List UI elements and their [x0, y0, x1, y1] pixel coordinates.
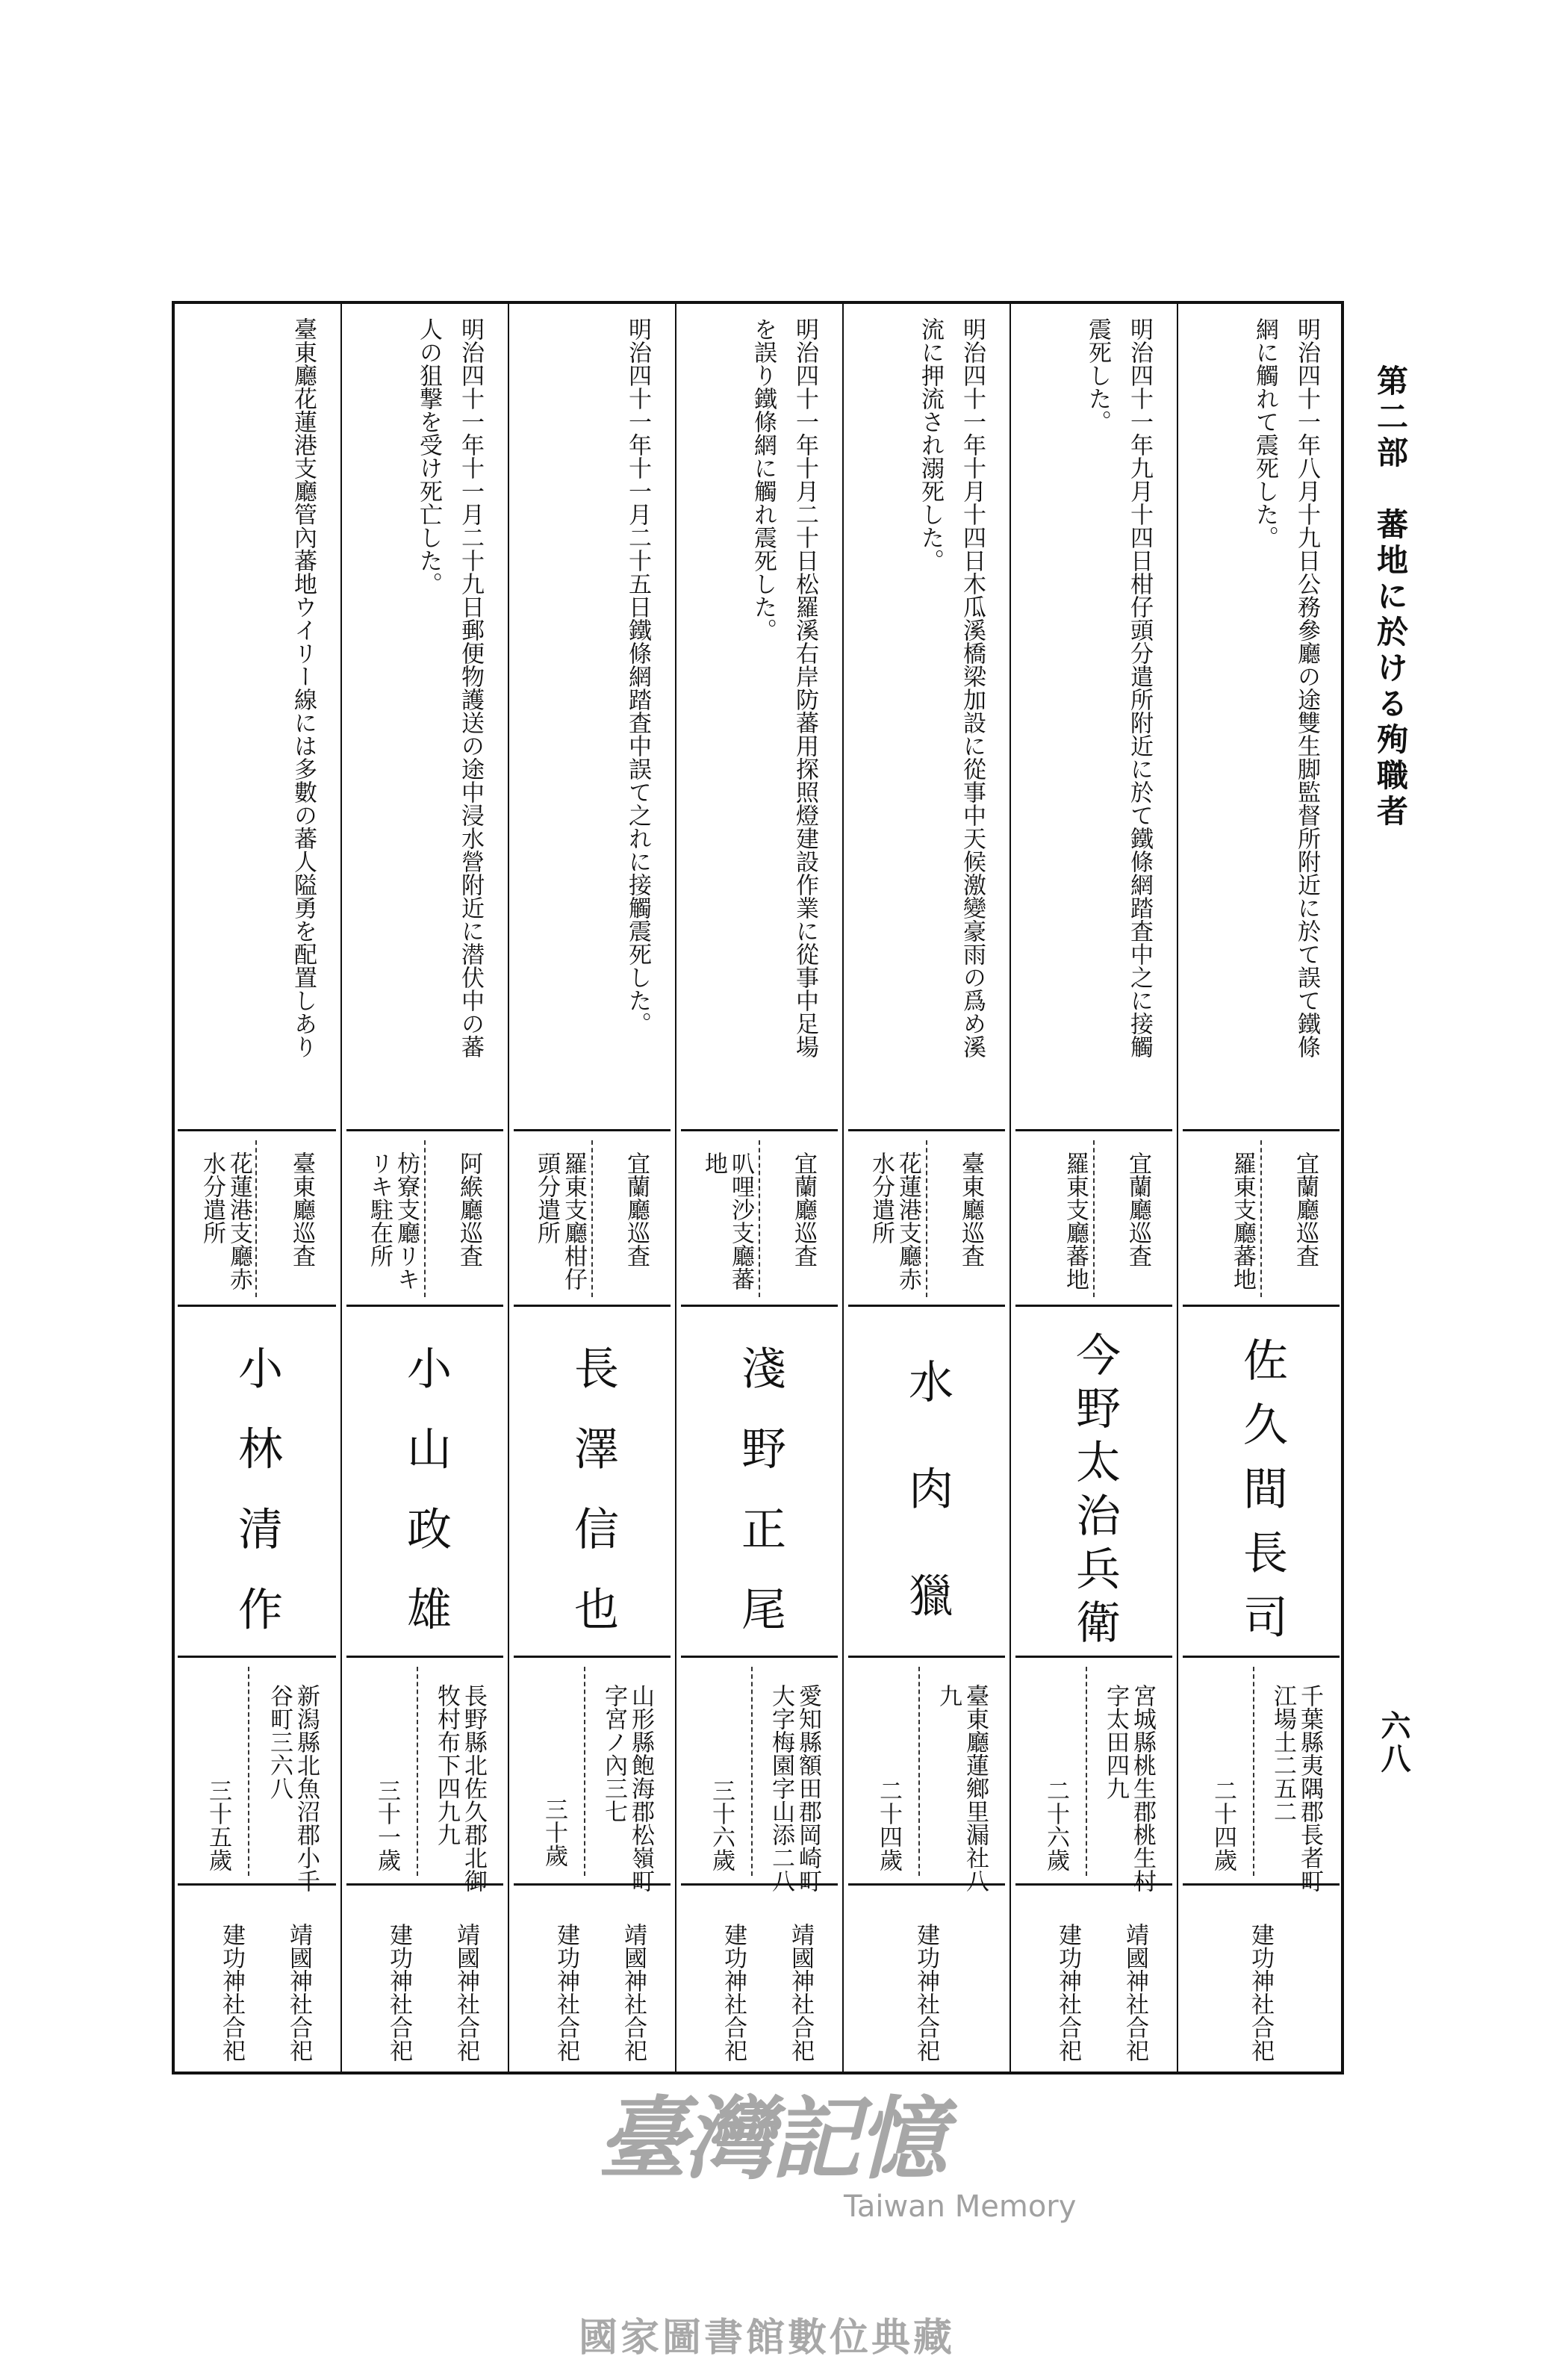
casualty-name: 今野太治兵衛 — [1068, 1331, 1121, 1653]
description-line: 明治四十一年十月二十日松羅溪右岸防蕃用探照燈建設作業に從事中足場 — [791, 317, 818, 1058]
address-line: 谷町三六八 — [266, 1684, 293, 1800]
rank: 宜蘭廳巡査 — [790, 1152, 817, 1267]
age: 二十四歲 — [875, 1779, 902, 1871]
casualty-table — [172, 301, 1344, 2074]
enshrinement: 靖國神社合祀 — [620, 1923, 647, 2062]
dashed-divider — [248, 1667, 249, 1876]
table-column — [1177, 304, 1344, 2072]
watermark-logo: 臺灣記憶 — [597, 2086, 944, 2192]
row-divider — [178, 1305, 336, 1307]
age: 三十一歲 — [373, 1779, 400, 1871]
home-address — [600, 1684, 654, 1892]
row-divider — [681, 1305, 838, 1307]
dashed-divider — [1093, 1140, 1095, 1297]
address-line: 字宮ノ內三七 — [600, 1684, 627, 1823]
row-divider — [1015, 1305, 1172, 1307]
incident-description — [742, 317, 826, 1131]
description-line: 明治四十一年九月十四日柑仔頭分遣所附近に於て鐵條網踏査中之に接觸 — [1126, 317, 1153, 1058]
enshrinement: 建功神社合祀 — [553, 1923, 579, 2062]
enshrinement: 靖國神社合祀 — [452, 1923, 479, 2062]
posting-location — [1229, 1152, 1256, 1290]
dashed-divider — [1253, 1667, 1254, 1876]
description-line: 明治四十一年十月十四日木瓜溪橋梁加設に從事中天候激變豪雨の爲め溪 — [959, 317, 986, 1058]
description-line: 網に觸れて震死した。 — [1251, 317, 1278, 549]
enshrinement: 靖國神社合祀 — [1121, 1923, 1148, 2062]
location-line: 水分遣所 — [868, 1152, 895, 1244]
table-column — [675, 304, 842, 2072]
address-line: 千葉縣夷隅郡長者町 — [1296, 1684, 1323, 1892]
rank: 宜蘭廳巡査 — [623, 1152, 650, 1267]
row-divider — [346, 1305, 503, 1307]
enshrinement: 建功神社合祀 — [218, 1923, 245, 2062]
table-column — [508, 304, 675, 2072]
dashed-divider — [417, 1667, 418, 1876]
age: 二十四歲 — [1210, 1779, 1236, 1871]
casualty-name: 水肉獵 — [901, 1358, 953, 1679]
location-line: リキ駐在所 — [366, 1152, 393, 1267]
table-column — [173, 304, 340, 2072]
location-line: 水分遣所 — [199, 1152, 225, 1244]
posting-location — [868, 1152, 921, 1290]
table-column — [340, 304, 508, 2072]
address-line: 字太田四九 — [1102, 1684, 1129, 1800]
location-line: 羅東支廳蕃地 — [1062, 1152, 1089, 1290]
posting-location — [1062, 1152, 1089, 1290]
rank: 臺東廳巡査 — [957, 1152, 984, 1267]
enshrinement: 建功神社合祀 — [1054, 1923, 1081, 2062]
home-address — [433, 1684, 487, 1892]
rank: 阿緱廳巡査 — [455, 1152, 482, 1267]
watermark-text: Taiwan Memory — [844, 2189, 1077, 2224]
description-line: 流に押流され溺死した。 — [917, 317, 944, 572]
address-line: 牧村布下四九九 — [433, 1684, 460, 1846]
address-line: 大字梅園字山添二八 — [768, 1684, 794, 1892]
location-line: 叭哩沙支廳蕃 — [727, 1152, 754, 1290]
address-line: 山形縣飽海郡松嶺町 — [627, 1684, 654, 1892]
enshrinement: 建功神社合祀 — [912, 1923, 939, 2062]
posting-location — [533, 1152, 587, 1290]
rank: 宜蘭廳巡査 — [1292, 1152, 1319, 1267]
page-number: 六八 — [1376, 1710, 1411, 1776]
rank: 宜蘭廳巡査 — [1124, 1152, 1151, 1267]
dashed-divider — [759, 1140, 760, 1297]
casualty-name: 長澤信也 — [567, 1344, 619, 1666]
location-line: 頭分遣所 — [533, 1152, 560, 1244]
dashed-divider — [918, 1667, 920, 1876]
home-address — [266, 1684, 320, 1892]
enshrinement: 建功神社合祀 — [385, 1923, 412, 2062]
casualty-name: 小林清作 — [231, 1344, 283, 1666]
casualty-name: 小山政雄 — [399, 1344, 452, 1666]
description-line: を誤り鐵條網に觸れ震死した。 — [750, 317, 777, 641]
incident-description — [408, 317, 491, 1131]
age: 三十五歲 — [205, 1779, 231, 1871]
description-line: 人の狙撃を受け死亡した。 — [415, 317, 442, 595]
table-column — [1009, 304, 1177, 2072]
address-line: 新潟縣北魚沼郡小千 — [293, 1684, 320, 1892]
age: 二十六歲 — [1042, 1779, 1069, 1871]
incident-description — [1244, 317, 1328, 1131]
casualty-name: 佐久間長司 — [1236, 1337, 1288, 1658]
enshrinement: 靖國神社合祀 — [285, 1923, 312, 2062]
posting-location — [366, 1152, 420, 1290]
description-line: 臺東廳花蓮港支廳管內蕃地ウイリー線には多數の蕃人隘勇を配置しあり — [290, 317, 317, 1058]
dashed-divider — [591, 1140, 593, 1297]
location-line: 花蓮港支廳赤 — [895, 1152, 921, 1290]
home-address — [935, 1684, 989, 1892]
footer-credit: 國家圖書館數位典藏 — [579, 2316, 956, 2361]
dashed-divider — [926, 1140, 927, 1297]
location-line: 花蓮港支廳赤 — [225, 1152, 252, 1290]
address-line: 愛知縣額田郡岡崎町 — [794, 1684, 821, 1892]
home-address — [1102, 1684, 1156, 1892]
address-line: 九 — [935, 1684, 962, 1707]
description-line: 明治四十一年八月十九日公務參廳の途雙生脚監督所附近に於て誤て鐵條 — [1293, 317, 1320, 1058]
incident-description — [909, 317, 993, 1131]
dashed-divider — [424, 1140, 426, 1297]
location-line: 枋寮支廳リキ — [393, 1152, 420, 1290]
incident-description — [282, 317, 324, 1131]
casualty-name: 淺野正尾 — [734, 1344, 786, 1666]
address-line: 宮城縣桃生郡桃生村 — [1129, 1684, 1156, 1892]
address-line: 江場土二五二 — [1269, 1684, 1296, 1823]
address-line: 長野縣北佐久郡北御 — [460, 1684, 487, 1892]
age: 三十歲 — [541, 1797, 567, 1867]
dashed-divider — [751, 1667, 753, 1876]
address-line: 臺東廳蓮鄉里漏社八 — [962, 1684, 989, 1892]
location-line: 地 — [700, 1152, 727, 1175]
enshrinement: 靖國神社合祀 — [787, 1923, 814, 2062]
age: 三十六歲 — [708, 1779, 735, 1871]
incident-description — [1077, 317, 1160, 1131]
row-divider — [1015, 1656, 1172, 1658]
table-column — [842, 304, 1009, 2072]
description-line: 震死した。 — [1084, 317, 1111, 433]
enshrinement: 建功神社合祀 — [720, 1923, 747, 2062]
enshrinement: 建功神社合祀 — [1247, 1923, 1274, 2062]
row-divider — [848, 1305, 1005, 1307]
dashed-divider — [1086, 1667, 1087, 1876]
incident-description — [617, 317, 659, 1131]
row-divider — [1183, 1305, 1340, 1307]
home-address — [768, 1684, 821, 1892]
dashed-divider — [1260, 1140, 1262, 1297]
posting-location — [199, 1152, 252, 1290]
posting-location — [700, 1152, 754, 1290]
rank: 臺東廳巡査 — [288, 1152, 315, 1267]
home-address — [1269, 1684, 1323, 1892]
location-line: 羅東支廳柑仔 — [560, 1152, 587, 1290]
location-line: 羅東支廳蕃地 — [1229, 1152, 1256, 1290]
dashed-divider — [255, 1140, 257, 1297]
description-line: 明治四十一年十一月二十九日郵便物護送の途中浸水營附近に潜伏中の蕃 — [457, 317, 484, 1058]
row-divider — [514, 1305, 671, 1307]
section-title: 第二部 蕃地に於ける殉職者 — [1372, 364, 1409, 830]
description-line: 明治四十一年十一月二十五日鐵條網踏査中誤て之れに接觸震死した。 — [624, 317, 651, 1035]
dashed-divider — [584, 1667, 585, 1876]
